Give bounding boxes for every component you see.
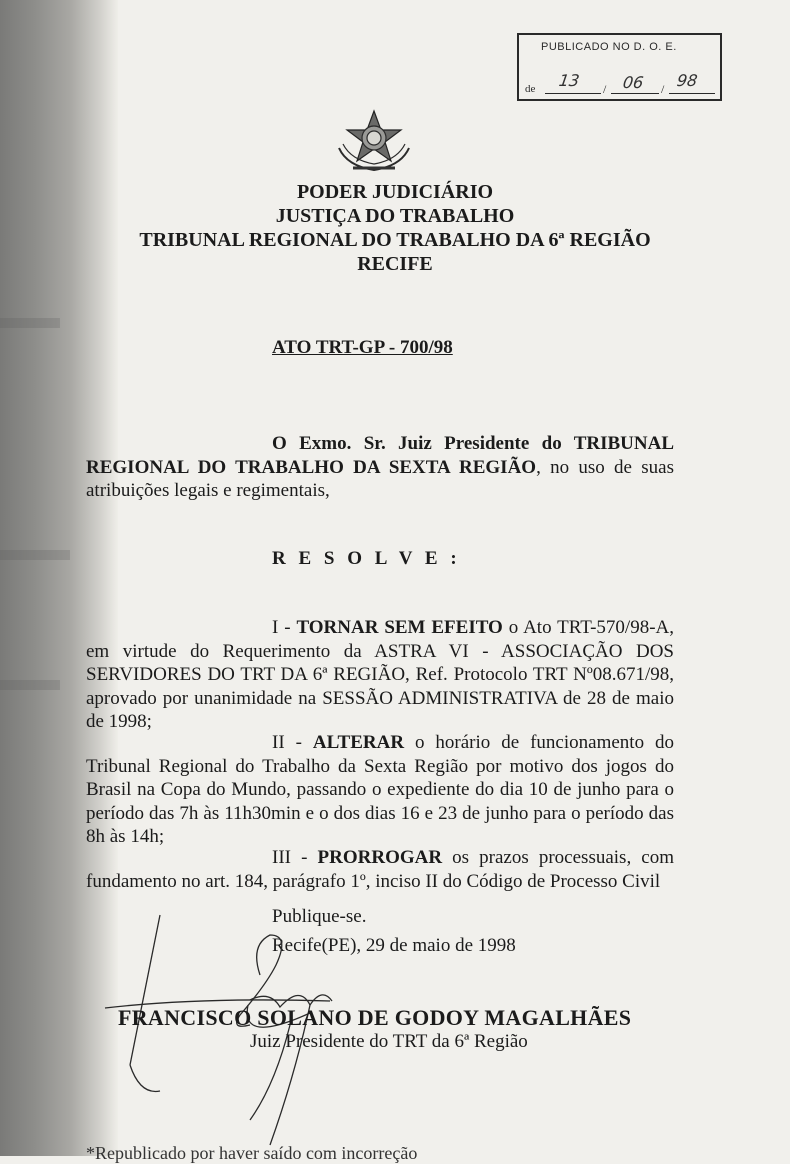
preamble [86, 432, 674, 503]
item-action: ALTERAR [312, 732, 405, 753]
stamp-day-line [545, 93, 601, 94]
preamble-bold: O Exmo. Sr. Juiz Presidente do TRIBUNAL REGIONAL DO TRABALHO DA SEXTA REGIÃO [86, 433, 674, 478]
stamp-year-line [669, 93, 715, 94]
bleed-mark [0, 550, 70, 560]
publication-stamp [517, 33, 722, 101]
preamble-rest: , no uso de suas atribuições legais e regimentais, [86, 456, 674, 502]
item-numeral: I - [272, 617, 297, 638]
item-3 [86, 846, 674, 893]
act-title: ATO TRT-GP - 700/98 [272, 337, 453, 358]
publique-se: Publique-se. [272, 906, 367, 927]
item-text: os prazos processuais, com fundamento no art. 184, parágrafo 1º, inciso II do Código de Processo Civil [86, 847, 675, 892]
stamp-separator: / [603, 82, 607, 96]
signatory-role: Juiz Presidente do TRT da 6ª Região [250, 1031, 528, 1052]
header-line-3: TRIBUNAL REGIONAL DO TRABALHO DA 6ª REGIÃO [139, 229, 651, 251]
item-text: o Ato TRT-570/98-A, em virtude do Requerimento da ASTRA VI - ASSOCIAÇÃO DOS SERVIDORES DO TRT DA 6ª REGIÃO, Ref. Protocolo TRT Nº08.671/98, aprovado por unanimidade na SESSÃO ADMINISTRATIVA de 28 de maio de 1998; [86, 617, 675, 733]
item-text: o horário de funcionamento do Tribunal Regional do Trabalho da Sexta Região por motivo dos jogos do Brasil na Copa do Mundo, passando o expediente do dia 10 de junho para o período das 7h às 11h30min e o dos dias 16 e 23 de junho para o período das 8h às 14h; [86, 732, 675, 848]
item-action: TORNAR SEM EFEITO [296, 617, 503, 638]
bleed-mark [0, 318, 60, 328]
footer-note: *Republicado por haver saído com incorreção [86, 1143, 418, 1163]
item-numeral: III - [272, 847, 318, 868]
item-2 [86, 731, 674, 849]
coat-of-arms-icon [333, 108, 415, 176]
bleed-mark [0, 680, 60, 690]
stamp-day: 13 [557, 71, 581, 90]
place-date: Recife(PE), 29 de maio de 1998 [272, 935, 516, 956]
item-1 [86, 616, 674, 734]
stamp-year: 98 [675, 71, 699, 90]
header-line-1: PODER JUDICIÁRIO [296, 181, 494, 203]
item-numeral: II - [272, 732, 313, 753]
stamp-title: PUBLICADO NO D. O. E. [541, 41, 677, 53]
header-line-4: RECIFE [357, 253, 433, 275]
header-line-2: JUSTIÇA DO TRABALHO [275, 205, 515, 227]
stamp-month: 06 [621, 73, 645, 92]
stamp-separator: / [661, 82, 665, 96]
stamp-month-line [611, 93, 659, 94]
signatory-name: FRANCISCO SOLANO DE GODOY MAGALHÃES [118, 1005, 632, 1030]
item-action: PRORROGAR [317, 847, 443, 868]
stamp-de-label: de [525, 83, 536, 95]
resolve-heading: R E S O L V E : [272, 548, 461, 569]
